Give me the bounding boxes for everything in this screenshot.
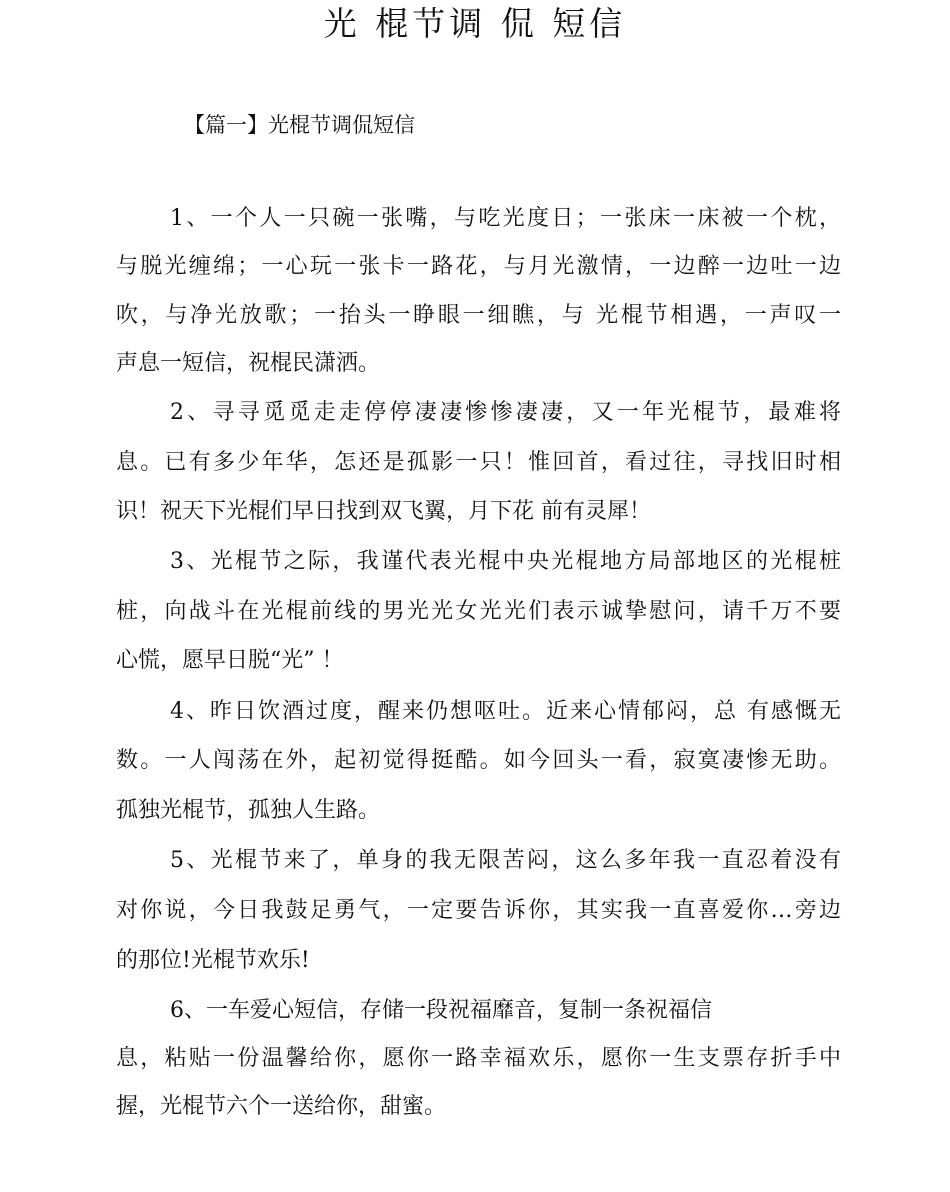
paragraph-1-line-4: 声息一短信，祝棍民潇洒。 (116, 351, 381, 376)
paragraph-4-line-3: 孤独光棍节，孤独人生路。 (116, 798, 381, 823)
section-heading: 【篇一】光棍节调侃短信 (184, 113, 415, 137)
paragraph-2-line-1: 2、寻寻觅觅走走停停凄凄惨惨凄凄，又一年光棍节，最难将 (170, 400, 841, 425)
document-title: 光 棍节调 侃 短信 (323, 4, 627, 43)
paragraph-2-line-2: 息。已有多少年华，怎还是孤影一只！惟回首，看过往，寻找旧时相 (116, 450, 841, 475)
paragraph-1-line-2: 与脱光缠绵；一心玩一张卡一路花，与月光激情，一边醉一边吐一边 (116, 254, 841, 279)
paragraph-1-line-3: 吹，与净光放歌；一抬头一睁眼一细瞧，与 光棍节相遇，一声叹一 (116, 303, 841, 328)
paragraph-6-line-3: 握，光棍节六个一送给你，甜蜜。 (116, 1094, 447, 1119)
paragraph-6-line-2: 息，粘贴一份温馨给你，愿你一路幸福欢乐，愿你一生支票存折手中 (116, 1046, 841, 1071)
paragraph-2-line-3: 识！祝天下光棍们早日找到双飞翼，月下花 前有灵犀！ (116, 499, 651, 524)
paragraph-6-line-1: 6、一车爱心短信，存储一段祝福靡音，复制一条祝福信 (170, 998, 712, 1023)
paragraph-1-line-1: 1、一个人一只碗一张嘴，与吃光度日；一张床一床被一个枕， (170, 206, 841, 231)
paragraph-4-line-1: 4、昨日饮酒过度，醒来仍想呕吐。近来心情郁闷，总 有感慨无 (170, 699, 841, 724)
paragraph-3-line-3: 心慌，愿早日脱“光” ！ (116, 648, 344, 673)
paragraph-5-line-2: 对你说，今日我鼓足勇气，一定要告诉你，其实我一直喜爱你…旁边 (116, 898, 841, 923)
paragraph-3-line-2: 桩，向战斗在光棍前线的男光光女光光们表示诚挚慰问，请千万不要 (116, 599, 841, 624)
paragraph-4-line-2: 数。一人闯荡在外，起初觉得挺酷。如今回头一看，寂寞凄惨无助。 (116, 748, 841, 773)
paragraph-5-line-3: 的那位!光棍节欢乐! (116, 948, 310, 973)
paragraph-3-line-1: 3、光棍节之际，我谨代表光棍中央光棍地方局部地区的光棍桩 (170, 549, 841, 574)
paragraph-5-line-1: 5、光棍节来了，单身的我无限苦闷，这么多年我一直忍着没有 (170, 848, 841, 873)
